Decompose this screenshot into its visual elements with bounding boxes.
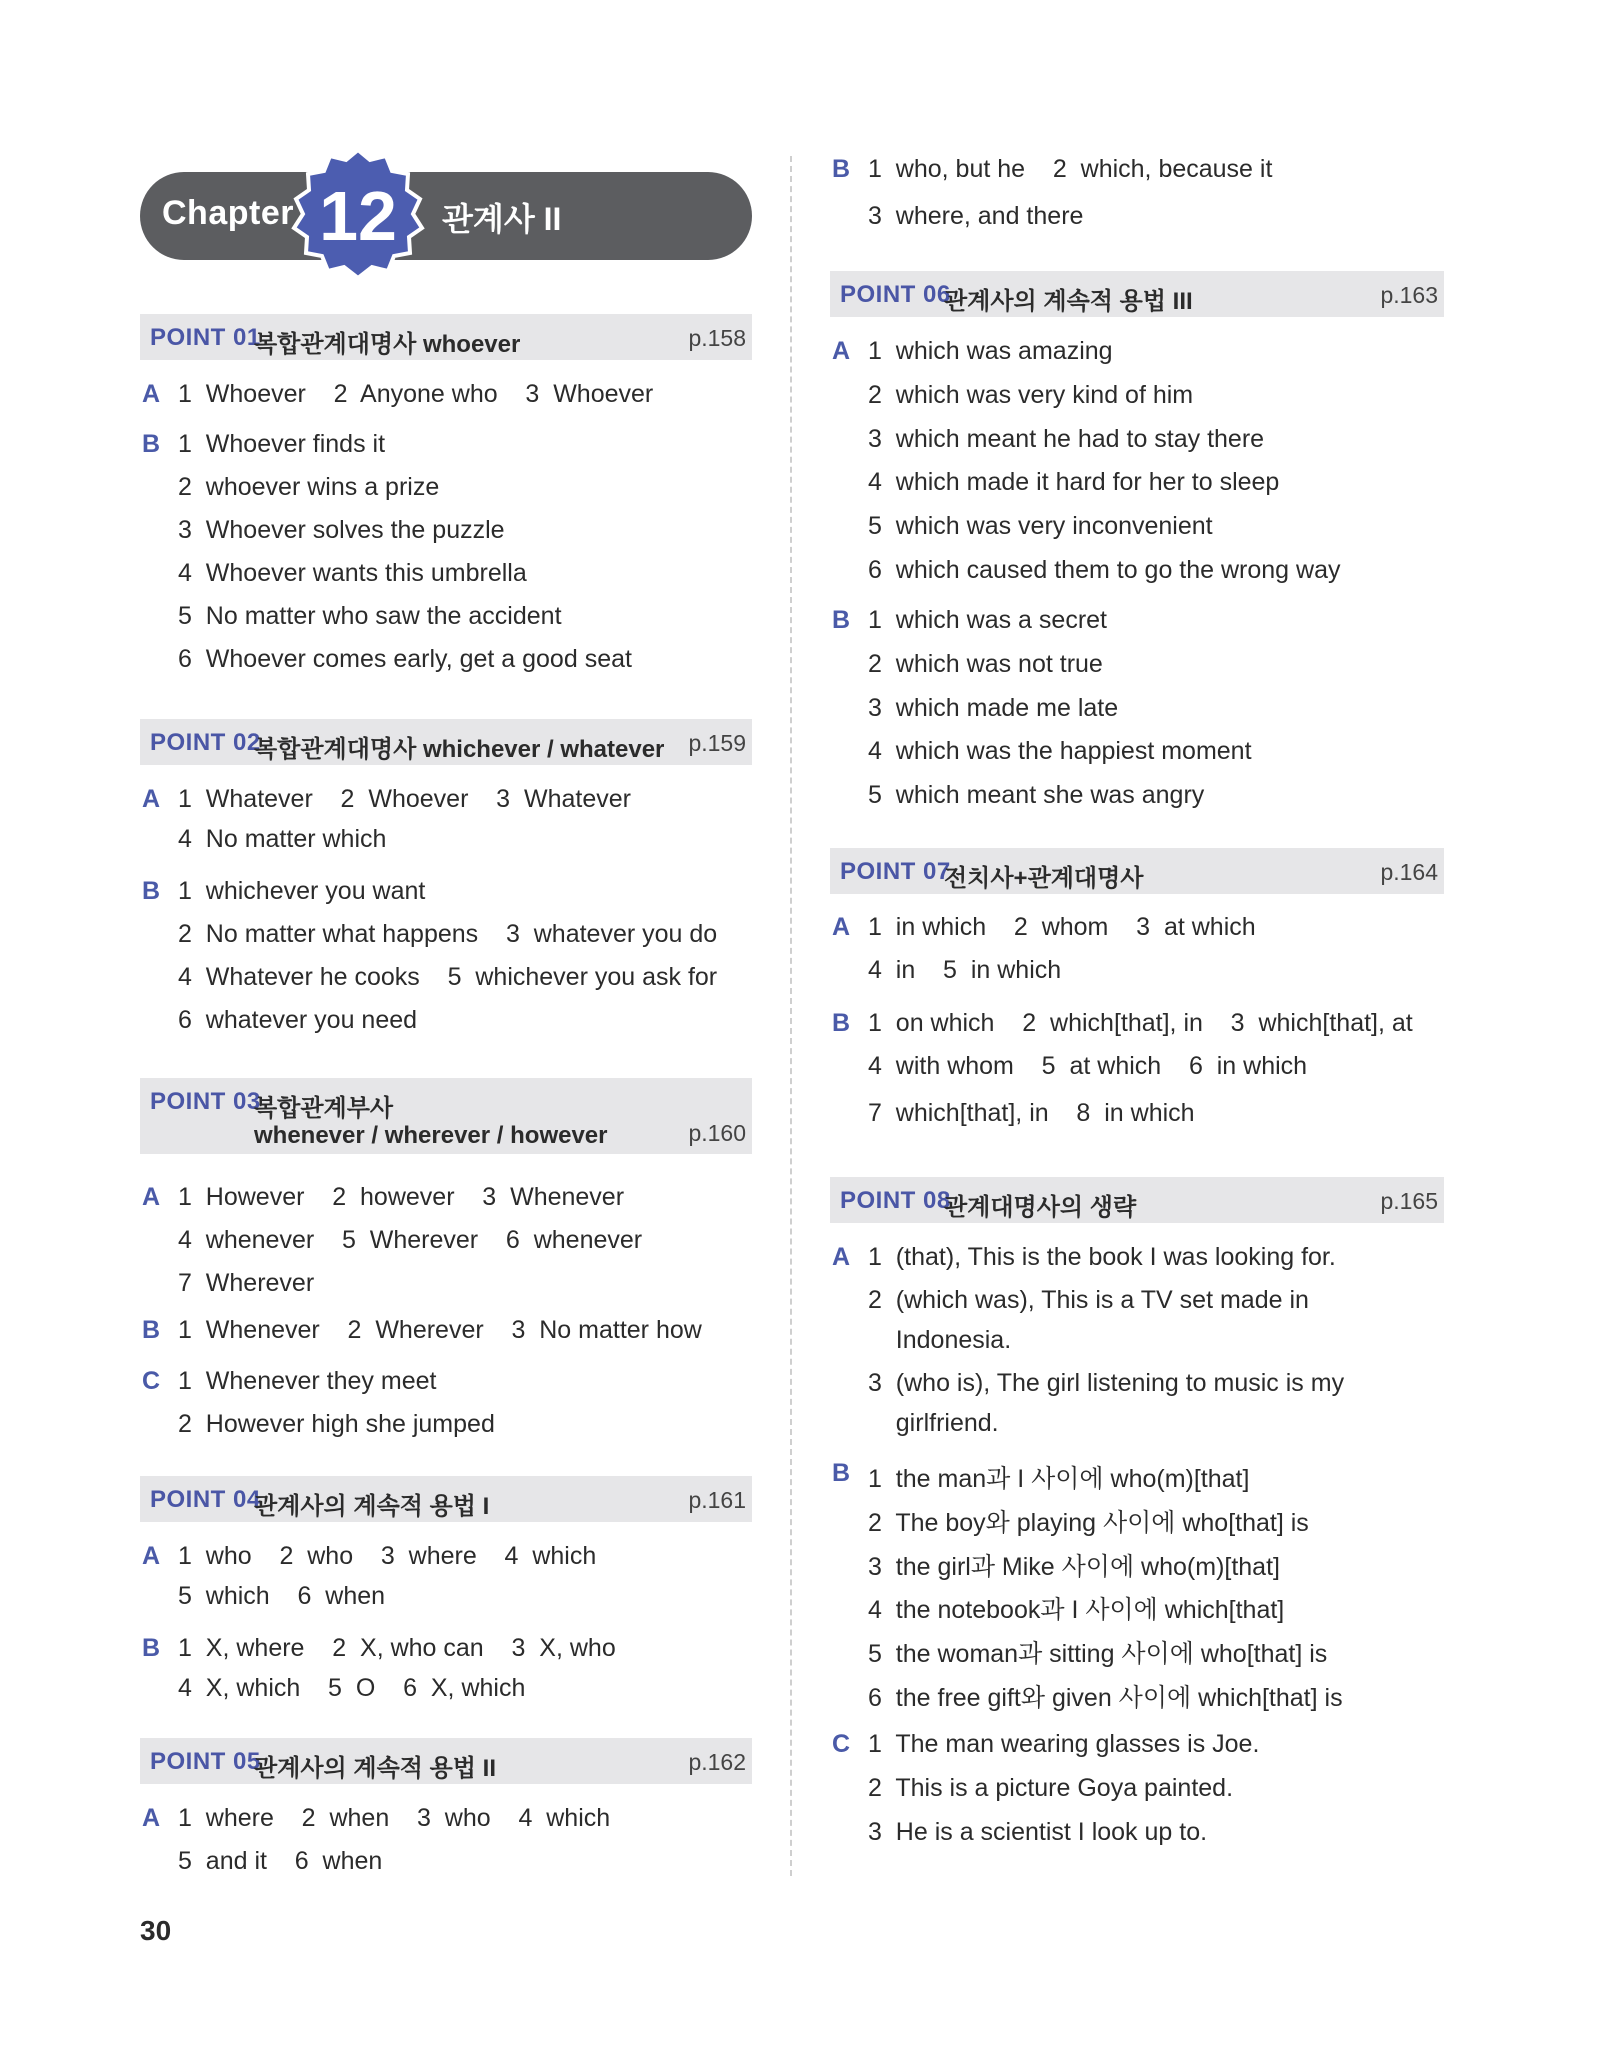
answer-line: 1 (that), This is the book I was looking for. [868,1243,1336,1271]
section-letter: B [142,877,161,905]
section-letter: A [832,1243,851,1271]
answer-line: 1 Whenever 2 Wherever 3 No matter how [178,1316,702,1344]
point-header [830,1177,1444,1223]
answer-line: 4 No matter which [178,825,387,853]
answer-line: 2 which was very kind of him [868,381,1194,409]
answer-line: 3 which made me late [868,694,1119,722]
section-letter: B [832,1009,851,1037]
point-id: POINT 01 [150,324,261,351]
answer-line: 4 with whom 5 at which 6 in which [868,1052,1308,1080]
answer-line: 1 in which 2 whom 3 at which [868,913,1256,941]
answer-line: 6 the free gift와 given 사이에 which[that] is [868,1684,1343,1712]
answer-line: 1 However 2 however 3 Whenever [178,1183,625,1211]
answer-line: 6 whatever you need [178,1006,418,1034]
section-letter: A [832,913,851,941]
section-letter: A [142,380,161,408]
answer-line: 5 No matter who saw the accident [178,602,562,630]
point-title: 관계사의 계속적 용법 I [254,1493,490,1520]
answer-line: 2 The boy와 playing 사이에 who[that] is [868,1509,1309,1537]
answer-line: 1 whichever you want [178,877,426,905]
chapter-banner [140,172,752,260]
page-number: 30 [140,1915,172,1946]
answer-line: Indonesia. [868,1326,1012,1354]
point-title: 관계사의 계속적 용법 III [944,288,1193,315]
point-page-ref: p.164 [1380,859,1438,885]
answer-line: 3 Whoever solves the puzzle [178,516,505,544]
section-letter: A [142,785,161,813]
point-page-ref: p.161 [688,1487,746,1513]
answer-line: 2 (which was), This is a TV set made in [868,1286,1309,1314]
point-page-ref: p.162 [688,1749,746,1775]
answer-line: 6 Whoever comes early, get a good seat [178,645,632,673]
point-title: 관계사의 계속적 용법 II [254,1755,496,1782]
section-letter: A [142,1542,161,1570]
answer-line: 1 which was a secret [868,606,1107,634]
point-id: POINT 02 [150,729,261,756]
section-letter: C [832,1730,851,1758]
answer-line: 3 (who is), The girl listening to music is my [868,1369,1345,1397]
section-letter: B [832,1459,851,1487]
point-header [830,848,1444,894]
answer-line: 7 Wherever [178,1269,315,1297]
answer-line: 6 which caused them to go the wrong way [868,556,1341,584]
point-title: 전치사+관계대명사 [944,865,1144,892]
point-title: 복합관계부사 [254,1095,394,1122]
answer-line: 2 However high she jumped [178,1410,495,1438]
section-letter: A [142,1183,161,1211]
point-title: 복합관계대명사 whoever [254,331,521,358]
section-letter: B [832,606,851,634]
point-header [830,271,1444,317]
point-title-line2: whenever / wherever / however [254,1122,608,1149]
answer-line: 5 the woman과 sitting 사이에 who[that] is [868,1640,1328,1668]
answer-line: 4 in 5 in which [868,956,1062,984]
answer-line: 2 This is a picture Goya painted. [868,1774,1234,1802]
point-id: POINT 05 [150,1748,261,1775]
answer-line: 5 and it 6 when [178,1847,383,1875]
answer-line: 5 which was very inconvenient [868,512,1213,540]
answer-line: 4 Whoever wants this umbrella [178,559,527,587]
answer-line: 1 who 2 who 3 where 4 which [178,1542,597,1570]
answer-line: 4 the notebook과 I 사이에 which[that] [868,1596,1285,1624]
answer-line: 4 whenever 5 Wherever 6 whenever [178,1226,643,1254]
section-letter: B [142,1634,161,1662]
point-page-ref: p.160 [688,1120,746,1146]
section-letter: B [142,430,161,458]
answer-line: 3 where, and there [868,202,1084,230]
answer-line: 1 Whatever 2 Whoever 3 Whatever [178,785,631,813]
column-divider [790,156,792,1876]
point-header [140,1738,752,1784]
point-header [140,719,752,765]
point-title: 관계대명사의 생략 [944,1194,1137,1221]
answer-line: 1 X, where 2 X, who can 3 X, who [178,1634,616,1662]
answer-line: 4 X, which 5 O 6 X, which [178,1674,526,1702]
point-page-ref: p.159 [688,730,746,756]
point-id: POINT 03 [150,1088,261,1115]
chapter-label: Chapter [162,194,294,232]
answer-line: girlfriend. [868,1409,999,1437]
answer-line: 1 on which 2 which[that], in 3 which[that], at [868,1009,1413,1037]
answer-line: 1 where 2 when 3 who 4 which [178,1804,611,1832]
chapter-number: 12 [319,177,397,255]
point-id: POINT 04 [150,1486,261,1513]
answer-line: 4 which made it hard for her to sleep [868,468,1280,496]
answer-line: 1 Whoever finds it [178,430,386,458]
answer-line: 5 which meant she was angry [868,781,1205,809]
point-id: POINT 08 [840,1187,951,1214]
point-page-ref: p.165 [1380,1188,1438,1214]
section-letter: B [142,1316,161,1344]
answer-line: 3 the girl과 Mike 사이에 who(m)[that] [868,1553,1280,1581]
point-header [140,1078,752,1154]
point-header [140,314,752,360]
answer-line: 2 No matter what happens 3 whatever you do [178,920,718,948]
answer-line: 2 which was not true [868,650,1103,678]
section-letter: A [142,1804,161,1832]
section-letter: A [832,337,851,365]
answer-line: 1 the man과 I 사이에 who(m)[that] [868,1465,1250,1493]
answer-line: 1 Whoever 2 Anyone who 3 Whoever [178,380,654,408]
answer-line: 1 The man wearing glasses is Joe. [868,1730,1260,1758]
point-page-ref: p.158 [688,325,746,351]
point-page-ref: p.163 [1380,282,1438,308]
point-header [140,1476,752,1522]
answer-line: 4 Whatever he cooks 5 whichever you ask for [178,963,718,991]
answer-line: 5 which 6 when [178,1582,386,1610]
point-id: POINT 06 [840,281,951,308]
answer-line: 4 which was the happiest moment [868,737,1252,765]
chapter-title: 관계사 II [442,201,562,237]
point-title: 복합관계대명사 whichever / whatever [254,736,665,763]
section-letter: B [832,155,851,183]
answer-line: 7 which[that], in 8 in which [868,1099,1195,1127]
point-id: POINT 07 [840,858,951,885]
answer-line: 3 which meant he had to stay there [868,425,1265,453]
answer-line: 1 who, but he 2 which, because it [868,155,1273,183]
answer-line: 1 which was amazing [868,337,1113,365]
answer-line: 1 Whenever they meet [178,1367,437,1395]
answer-line: 3 He is a scientist I look up to. [868,1818,1208,1846]
answer-line: 2 whoever wins a prize [178,473,440,501]
section-letter: C [142,1367,161,1395]
